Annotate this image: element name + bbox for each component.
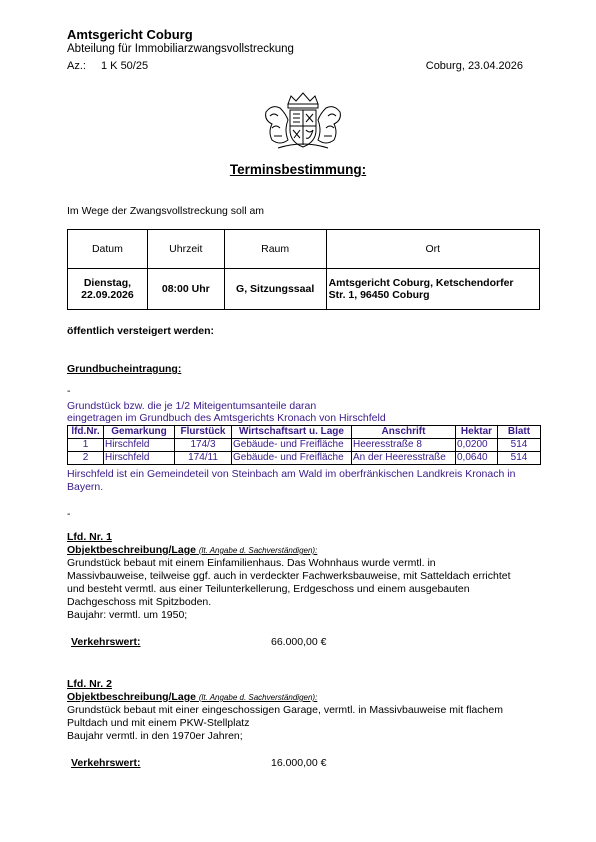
termin-header-row xyxy=(68,230,540,269)
obj-label-note: (lt. Angabe d. Sachverständigen): xyxy=(198,693,318,702)
intro-text: Im Wege der Zwangsvollstreckung soll am xyxy=(67,205,265,217)
department: Abteilung für Immobiliarzwangsvollstreckung xyxy=(67,43,294,55)
gb-header-flurstueck: Flurstück xyxy=(175,426,232,439)
desc-line: Baujahr vermtl. in den 1970er Jahren; xyxy=(67,730,243,742)
grundbuch-line-1: Grundstück bzw. die je 1/2 Miteigentumsanteile daran xyxy=(67,400,317,412)
file-number xyxy=(67,60,148,72)
object-1-number: Lfd. Nr. 1 xyxy=(67,531,112,543)
desc-line: Grundstück bebaut mit einem Einfamilienhaus. Das Wohnhaus wurde vermtl. in xyxy=(67,557,436,569)
desc-line: Massivbauweise, teilweise ggf. auch in verdeckter Fachwerksbauweise, mit Satteldach errichtet xyxy=(67,570,511,582)
object-2-verkehrswert-label: Verkehrswert: xyxy=(71,757,141,769)
header-raum: Raum xyxy=(224,230,326,269)
gb-cell: Gebäude- und Freifläche xyxy=(232,452,352,465)
grundbuch-line-2: eingetragen im Grundbuch des Amtsgerichts Kronach von Hirschfeld xyxy=(67,412,386,424)
gb-cell: 0,0640 xyxy=(456,452,498,465)
place-date: Coburg, 23.04.2026 xyxy=(425,60,523,72)
header-uhrzeit: Uhrzeit xyxy=(147,230,224,269)
gb-header-anschrift: Anschrift xyxy=(352,426,456,439)
termin-datum xyxy=(68,269,148,310)
gb-cell: Hirschfeld xyxy=(104,439,175,452)
object-2-verkehrswert-value: 16.000,00 € xyxy=(271,757,327,769)
termin-ort xyxy=(326,269,539,310)
ort-line-1: Amtsgericht Coburg, Ketschendorfer xyxy=(328,277,514,289)
separator-dash: - xyxy=(67,508,71,520)
termin-uhrzeit: 08:00 Uhr xyxy=(147,269,224,310)
grundbuch-table xyxy=(67,425,541,465)
object-1-verkehrswert-value: 66.000,00 € xyxy=(271,636,327,648)
az-label: Az.: xyxy=(67,60,86,72)
obj-label-text: Objektbeschreibung/Lage xyxy=(67,544,196,556)
object-1-verkehrswert-label: Verkehrswert: xyxy=(71,636,141,648)
object-2-description xyxy=(67,704,547,743)
object-1-description xyxy=(67,557,547,622)
object-1-label xyxy=(67,544,317,556)
az-value: 1 K 50/25 xyxy=(101,60,149,72)
versteigert-text: öffentlich versteigert werden: xyxy=(67,325,215,337)
gb-header-hektar: Hektar xyxy=(456,426,498,439)
court-name: Amtsgericht Coburg xyxy=(67,27,193,42)
desc-line: und besteht vermtl. aus einer Teilunterkellerung, Erdgeschoss und einem ausgebauten xyxy=(67,583,470,595)
gb-cell: 174/3 xyxy=(175,439,232,452)
object-2-number: Lfd. Nr. 2 xyxy=(67,678,112,690)
gb-cell: 2 xyxy=(68,452,104,465)
gb-header-wirtschaftsart: Wirtschaftsart u. Lage xyxy=(232,426,352,439)
header-datum: Datum xyxy=(68,230,148,269)
gb-cell: 174/11 xyxy=(175,452,232,465)
desc-line: Grundstück bebaut mit einer eingeschossigen Garage, vermtl. in Massivbauweise mit flachem xyxy=(67,704,503,716)
gb-cell: An der Heeresstraße xyxy=(352,452,456,465)
coat-of-arms-icon xyxy=(258,90,348,152)
desc-line: Dachgeschoss mit Spitzboden. xyxy=(67,596,212,608)
obj-label-text: Objektbeschreibung/Lage xyxy=(67,691,196,703)
gb-cell: 1 xyxy=(68,439,104,452)
desc-line: Baujahr: vermtl. um 1950; xyxy=(67,609,188,621)
gb-cell: Hirschfeld xyxy=(104,452,175,465)
gb-header-lfdnr: lfd.Nr. xyxy=(68,426,104,439)
grundbuch-heading: Grundbucheintragung: xyxy=(67,363,182,375)
gb-cell: Heeresstraße 8 xyxy=(352,439,456,452)
grundbuch-note: Hirschfeld ist ein Gemeindeteil von Steinbach am Wald im oberfränkischen Landkreis Kronach in Bayern. xyxy=(67,468,516,493)
datum-weekday: Dienstag, xyxy=(83,277,132,289)
gb-cell: Gebäude- und Freifläche xyxy=(232,439,352,452)
ort-line-2: Str. 1, 96450 Coburg xyxy=(328,289,430,301)
termin-raum: G, Sitzungssaal xyxy=(224,269,326,310)
datum-date: 22.09.2026 xyxy=(81,289,134,301)
desc-line: Pultdach und mit einem PKW-Stellplatz xyxy=(67,717,250,729)
page-title: Terminsbestimmung: xyxy=(229,162,367,177)
termin-table xyxy=(67,229,540,310)
object-2-label xyxy=(67,691,317,703)
gb-header-gemarkung: Gemarkung xyxy=(104,426,175,439)
grundbuch-header-row xyxy=(68,426,541,439)
gb-cell: 514 xyxy=(498,452,541,465)
table-row xyxy=(68,452,541,465)
gb-cell: 0,0200 xyxy=(456,439,498,452)
gb-header-blatt: Blatt xyxy=(498,426,541,439)
separator-dash: - xyxy=(67,385,71,397)
header-ort: Ort xyxy=(326,230,539,269)
obj-label-note: (lt. Angabe d. Sachverständigen): xyxy=(198,546,318,555)
gb-cell: 514 xyxy=(498,439,541,452)
table-row xyxy=(68,439,541,452)
termin-value-row xyxy=(68,269,540,310)
